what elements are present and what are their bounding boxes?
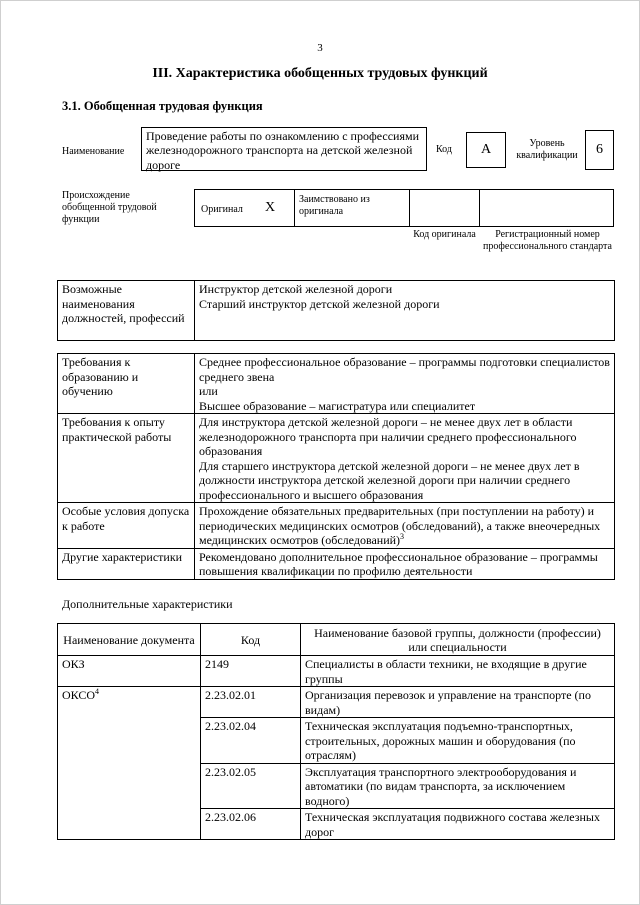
original-cell: [194, 189, 295, 227]
requirement-para: Высшее образование – магистратура или специалитет: [199, 398, 476, 413]
table-row: [58, 656, 615, 687]
requirement-para: или: [199, 384, 218, 398]
table-row: [58, 414, 615, 503]
table-row: [58, 281, 615, 341]
code-cell: 2.23.02.06: [201, 809, 301, 840]
table-row: [58, 548, 615, 579]
requirement-label: Другие характеристики: [58, 548, 195, 579]
requirement-value: [195, 503, 615, 549]
positions-list: [195, 281, 615, 341]
code-cell: 2.23.02.05: [201, 763, 301, 809]
requirement-value: [195, 354, 615, 414]
requirement-label: Требования к опыту практической работы: [58, 414, 195, 503]
additional-title: Дополнительные характеристики: [62, 597, 233, 611]
original-mark: Х: [265, 200, 276, 215]
position-item: Инструктор детской железной дороги: [199, 282, 393, 296]
column-header: Наименование документа: [58, 624, 201, 656]
borrowed-label: Заимствовано из оригинала: [299, 194, 370, 217]
level-label: Уровень квалификации: [516, 138, 578, 161]
subsection-title: 3.1. Обобщенная трудовая функция: [62, 99, 263, 113]
name-cell: Техническая эксплуатация подъемно-транспортных, строительных, дорожных машин и оборудования (по отраслям): [301, 718, 615, 764]
requirement-para: Рекомендовано дополнительное профессиональное образование – программы повышения квалификации по профилю деятельности: [199, 549, 598, 578]
function-name: Проведение работы по ознакомлению с профессиями железнодорожного транспорта на детской железной дороге: [146, 129, 419, 172]
origin-label: Происхождение обобщенной трудовой функции: [62, 190, 157, 225]
additional-table: [57, 623, 615, 840]
reg-number-cell: [479, 189, 614, 227]
doc-cell: [58, 687, 201, 840]
doc-name: ОКСО: [62, 688, 96, 702]
name-cell: Организация перевозок и управление на транспорте (по видам): [301, 687, 615, 718]
page-number: 3: [317, 42, 323, 54]
table-row: [58, 687, 615, 718]
requirement-value: [195, 548, 615, 579]
section-title: III. Характеристика обобщенных трудовых функций: [152, 66, 488, 81]
requirement-para: Среднее профессиональное образование – программы подготовки специалистов среднего звена: [199, 355, 610, 384]
requirement-para: Для старшего инструктора детской железной дороги – не менее двух лет в должности инструктора детской железной дороги при наличии среднего профессионального и высшего образования: [199, 458, 580, 502]
table-row: [58, 354, 615, 414]
function-name-box: [141, 127, 427, 171]
code-label: Код: [436, 144, 452, 155]
column-header: Код: [201, 624, 301, 656]
requirements-table: [57, 353, 615, 580]
footnote-mark: 3: [400, 532, 405, 541]
code-original-caption: Код оригинала: [413, 229, 476, 240]
original-label: Оригинал: [201, 204, 243, 215]
requirement-para: Для инструктора детской железной дороги – не менее двух лет в области железнодорожного транспорта при наличии среднего профессионального образования: [199, 415, 577, 458]
positions-table: [57, 280, 615, 341]
name-cell: Эксплуатация транспортного электрооборудования и автоматики (по видам транспорта, за исключением водного): [301, 763, 615, 809]
code-cell: 2.23.02.01: [201, 687, 301, 718]
doc-cell: ОКЗ: [58, 656, 201, 687]
code-cell: 2149: [201, 656, 301, 687]
requirement-para: Прохождение обязательных предварительных (при поступлении на работу) и периодических медицинских осмотров (обследований), а также внеочередных медицинских осмотров (обследований): [199, 504, 601, 547]
name-cell: Техническая эксплуатация подвижного состава железных дорог: [301, 809, 615, 840]
footnote-mark: 4: [95, 687, 100, 696]
table-row: [58, 503, 615, 549]
code-original-cell: [409, 189, 480, 227]
code-value: А: [466, 132, 506, 168]
column-header: Наименование базовой группы, должности (профессии) или специальности: [301, 624, 615, 656]
level-value: 6: [585, 130, 614, 170]
borrowed-cell: [294, 189, 410, 227]
position-item: Старший инструктор детской железной дороги: [199, 296, 440, 311]
requirement-label: Требования к образованию и обучению: [58, 354, 195, 414]
table-header-row: [58, 624, 615, 656]
requirement-label: Особые условия допуска к работе: [58, 503, 195, 549]
reg-number-caption: Регистрационный номер профессионального стандарта: [483, 229, 612, 252]
name-cell: Специалисты в области техники, не входящие в другие группы: [301, 656, 615, 687]
name-label: Наименование: [62, 146, 125, 157]
requirement-value: [195, 414, 615, 503]
code-cell: 2.23.02.04: [201, 718, 301, 764]
positions-label: Возможные наименования должностей, профессий: [58, 281, 195, 341]
